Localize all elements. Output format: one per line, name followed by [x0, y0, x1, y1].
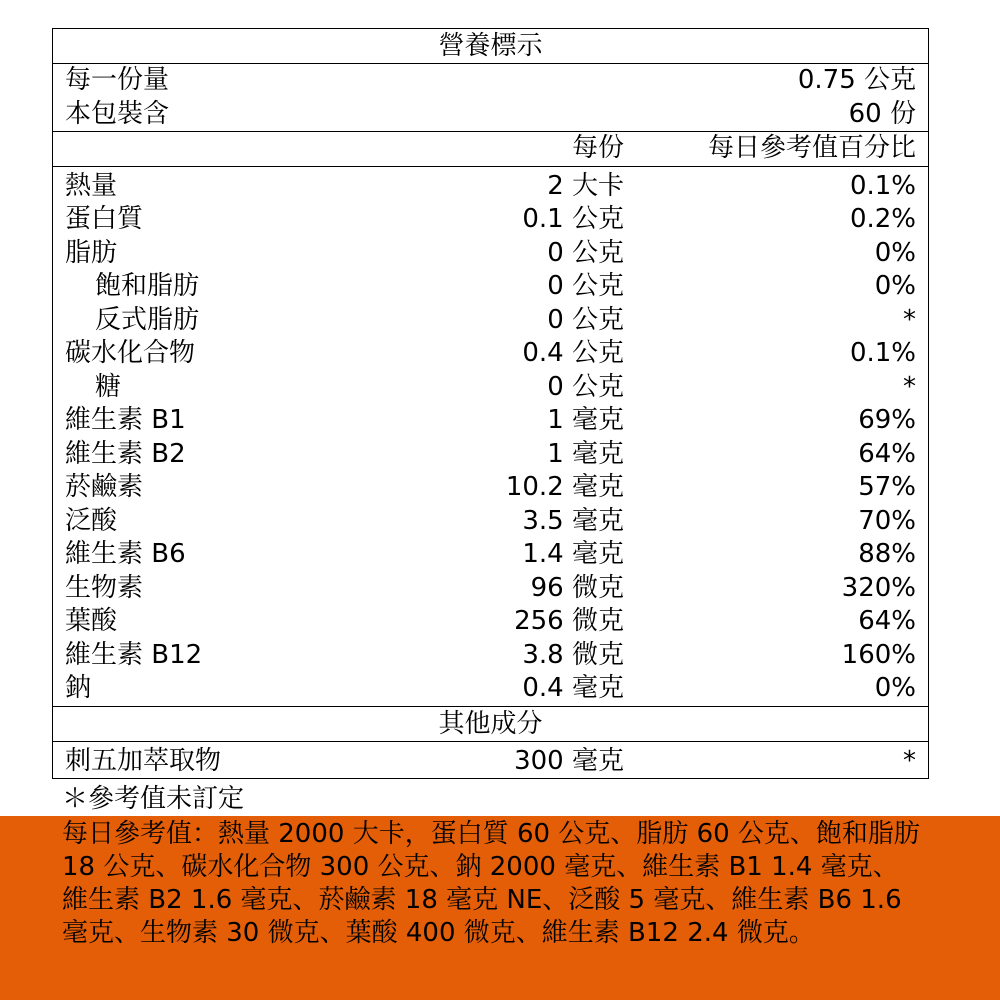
nutrient-name: 生物素 [65, 572, 144, 603]
nutrient-amount: 0 公克 [547, 371, 624, 402]
nutrient-name: 葉酸 [65, 606, 118, 636]
nutrient-name: 維生素 B6 [65, 539, 186, 569]
nutrient-amount: 1.4 毫克 [522, 539, 624, 569]
nutrient-name: 刺五加萃取物 [65, 745, 222, 776]
nutrient-daily-value: 0% [874, 271, 916, 301]
nutrient-daily-value: 64% [858, 438, 916, 469]
nutrient-name: 維生素 B12 [65, 639, 203, 670]
nutrient-row [53, 337, 928, 371]
daily-value-footnote: 每日參考值：熱量 2000 大卡，蛋白質 60 公克、脂肪 60 公克、飽和脂肪 18 公克、碳水化合物 300 公克、鈉 2000 毫克、維生素 B1 1.4 毫克、維生素 B2 1.6 毫克、菸鹼素 18 毫克 NE、泛酸 5 毫克、維生素 B6 1.6 毫克、生物素 30 微克、葉酸 400 微克、維生素 B12 2.4 微克。 [62, 819, 920, 948]
nutrient-daily-value: 57% [858, 472, 916, 502]
servings-count-row [53, 98, 928, 132]
nutrient-name: 維生素 B2 [65, 438, 186, 469]
nutrient-row [53, 203, 928, 237]
nutrient-daily-value: 64% [858, 606, 916, 636]
nutrient-daily-value: * [903, 371, 916, 402]
nutrition-facts-panel [52, 28, 929, 779]
nutrient-name: 糖 [95, 371, 122, 402]
daily-value-header: 每日參考值百分比 [707, 133, 916, 163]
reference-note: ＊參考值未訂定 [62, 784, 245, 814]
nutrient-row [53, 170, 928, 204]
nutrient-name: 脂肪 [65, 237, 118, 268]
nutrient-amount: 0.4 毫克 [522, 673, 624, 703]
nutrient-daily-value: 0% [874, 237, 916, 268]
nutrient-row [53, 237, 928, 271]
nutrient-amount: 0 公克 [547, 237, 624, 268]
nutrient-row [53, 304, 928, 338]
servings-count-label: 本包裝含 [65, 98, 170, 129]
nutrient-name: 碳水化合物 [65, 338, 196, 368]
nutrient-amount: 10.2 毫克 [505, 472, 624, 502]
nutrient-row [53, 538, 928, 572]
nutrient-daily-value: 0.1% [849, 338, 916, 368]
servings-count-value: 60 份 [848, 98, 916, 129]
nutrient-name: 泛酸 [65, 505, 118, 536]
nutrient-row [53, 438, 928, 472]
nutrient-daily-value: 69% [858, 405, 916, 435]
nutrient-name: 飽和脂肪 [95, 271, 200, 301]
nutrient-amount: 1 毫克 [547, 405, 624, 435]
nutrient-daily-value: 88% [858, 539, 916, 569]
nutrient-daily-value: * [903, 745, 916, 776]
nutrient-amount: 300 毫克 [514, 745, 624, 776]
nutrient-amount: 1 毫克 [547, 438, 624, 469]
nutrient-amount: 0.4 公克 [522, 338, 624, 368]
serving-size-row [53, 64, 928, 98]
nutrient-amount: 3.8 微克 [522, 639, 624, 670]
other-ingredients-list [53, 745, 928, 779]
nutrient-row [53, 745, 928, 779]
nutrient-row [53, 505, 928, 539]
nutrient-daily-value: 0.1% [849, 170, 916, 201]
nutrient-amount: 0 公克 [547, 271, 624, 301]
nutrient-row [53, 572, 928, 606]
nutrient-row [53, 605, 928, 639]
nutrient-daily-value: 0% [874, 673, 916, 703]
nutrient-daily-value: 160% [841, 639, 916, 670]
nutrient-name: 鈉 [65, 673, 92, 703]
nutrient-name: 維生素 B1 [65, 405, 186, 435]
nutrient-list [53, 170, 928, 706]
nutrient-row [53, 270, 928, 304]
nutrient-row [53, 371, 928, 405]
nutrient-row [53, 404, 928, 438]
other-ingredients-title: 其他成分 [438, 708, 543, 739]
nutrient-name: 蛋白質 [65, 204, 144, 234]
nutrient-amount: 3.5 毫克 [522, 505, 624, 536]
panel-title: 營養標示 [438, 31, 543, 61]
nutrient-amount: 0 公克 [547, 304, 624, 335]
nutrient-row [53, 639, 928, 673]
nutrient-row [53, 672, 928, 706]
serving-size-label: 每一份量 [65, 65, 170, 95]
column-header-row [53, 132, 928, 166]
nutrient-amount: 0.1 公克 [522, 204, 624, 234]
nutrient-daily-value: 0.2% [849, 204, 916, 234]
nutrient-daily-value: * [903, 304, 916, 335]
per-serving-header: 每份 [571, 133, 624, 163]
nutrient-amount: 96 微克 [530, 572, 624, 603]
nutrient-amount: 256 微克 [514, 606, 624, 636]
nutrient-daily-value: 70% [858, 505, 916, 536]
nutrient-row [53, 471, 928, 505]
nutrient-name: 熱量 [65, 170, 118, 201]
nutrient-amount: 2 大卡 [547, 170, 624, 201]
serving-size-value: 0.75 公克 [797, 65, 916, 95]
nutrient-daily-value: 320% [841, 572, 916, 603]
nutrient-name: 反式脂肪 [95, 304, 200, 335]
nutrient-name: 菸鹼素 [65, 472, 144, 502]
